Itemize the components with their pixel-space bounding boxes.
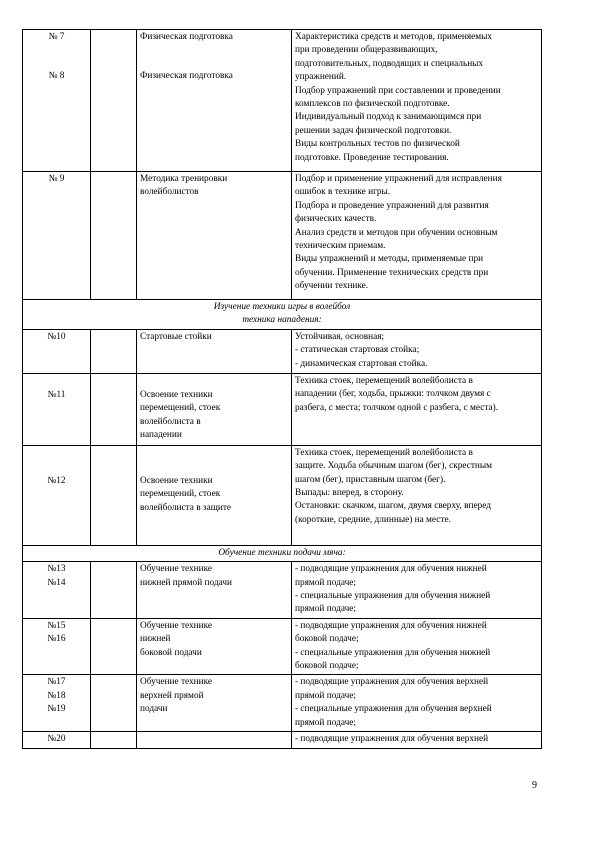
- content-line: прямой подаче;: [295, 604, 356, 615]
- content-line: обучении. Применение технических средств при: [295, 267, 489, 278]
- lesson-number: №20: [47, 734, 66, 745]
- section-heading: [23, 300, 542, 330]
- content-cell: [292, 618, 542, 675]
- content-line: Виды контрольных тестов по физической: [295, 139, 460, 150]
- table-row: [23, 329, 542, 373]
- topic-text: Обучение технике: [140, 677, 213, 688]
- content-line: прямой подаче;: [295, 717, 356, 728]
- content-line: Подбор и применение упражнений для исправления: [295, 174, 502, 184]
- lesson-number-cell: [23, 30, 91, 172]
- table-row: [23, 562, 542, 619]
- content-line: шагом (бег), приставным шагом (бег).: [295, 474, 446, 485]
- lesson-number: №19: [47, 704, 66, 715]
- content-line: - подводящие упражнения для обучения верхней: [295, 734, 489, 745]
- empty-cell: [91, 562, 137, 619]
- empty-cell: [91, 732, 137, 748]
- content-line: при проведении общеразвивающих,: [295, 45, 438, 56]
- empty-cell: [91, 618, 137, 675]
- empty-cell: [91, 329, 137, 373]
- empty-cell: [91, 445, 137, 545]
- topic-text: верхней прямой: [140, 690, 204, 701]
- content-line: прямой подаче;: [295, 577, 356, 588]
- lesson-number: № 7: [48, 32, 65, 42]
- content-cell: [292, 562, 542, 619]
- section-title: Обучение техники подачи мяча:: [218, 547, 346, 558]
- topic-cell: [137, 675, 292, 732]
- table-row: [23, 618, 542, 675]
- content-line: Техника стоек, перемещений волейболиста в: [295, 447, 473, 458]
- topic-cell: [137, 732, 292, 748]
- content-line: - подводящие упражнения для обучения верхней: [295, 677, 489, 688]
- empty-cell: [91, 373, 137, 445]
- lesson-number: № 8: [48, 71, 65, 82]
- content-line: Характеристика средств и методов, применяемых: [295, 32, 493, 42]
- content-line: Выпады: вперед, в сторону.: [295, 488, 404, 499]
- lesson-number: №11: [47, 389, 66, 400]
- topic-cell: [137, 445, 292, 545]
- topic-text: перемещений, стоек: [140, 489, 221, 500]
- content-line: комплексов по физической подготовке.: [295, 99, 450, 110]
- content-line: Анализ средств и методов при обучении основным: [295, 227, 498, 238]
- content-line: физических качеств.: [295, 214, 377, 225]
- content-line: обучении технике.: [295, 281, 369, 292]
- page-number: 9: [532, 780, 537, 791]
- topic-text: боковой подачи: [140, 647, 202, 658]
- topic-text: Стартовые стойки: [140, 331, 212, 342]
- content-line: - подводящие упражнения для обучения нижней: [295, 564, 487, 575]
- topic-text: нижней: [140, 634, 171, 645]
- table-row: [23, 30, 542, 172]
- lesson-number-cell: [23, 618, 91, 675]
- lesson-number: №13: [47, 564, 66, 575]
- section-heading-row: [23, 545, 542, 561]
- topic-text: Методика тренировки волейболистов: [140, 174, 228, 198]
- content-line: - специальные упражнения для обучения нижней: [295, 591, 491, 602]
- lesson-number: № 9: [48, 174, 65, 184]
- content-cell: [292, 30, 542, 172]
- content-line: прямой подаче;: [295, 690, 356, 701]
- lesson-plan-table: [22, 29, 542, 749]
- table-row: [23, 172, 542, 300]
- content-line: подготовительных, подводящих и специальных: [295, 58, 484, 69]
- topic-cell: [137, 30, 292, 172]
- content-line: решении задач физической подготовки.: [295, 125, 452, 136]
- content-line: - подводящие упражнения для обучения нижней: [295, 620, 487, 631]
- section-title: Изучение техники игры в волейбол: [213, 302, 351, 312]
- content-line: - статическая стартовая стойка;: [295, 345, 420, 356]
- lesson-number-cell: [23, 373, 91, 445]
- topic-text: нижней прямой подачи: [140, 577, 232, 588]
- empty-cell: [91, 30, 137, 172]
- topic-text: Физическая подготовка: [140, 71, 233, 82]
- topic-text: нападении: [140, 430, 182, 441]
- section-heading-row: [23, 300, 542, 330]
- lesson-number: №10: [47, 331, 66, 342]
- content-line: Устойчивая, основная;: [295, 331, 385, 342]
- content-line: - специальные упражнения для обучения нижней: [295, 647, 491, 658]
- content-line: (короткие, средние, длинные) на месте.: [295, 514, 451, 525]
- content-line: боковой подаче;: [295, 634, 359, 645]
- content-cell: [292, 329, 542, 373]
- lesson-number: №17: [47, 677, 66, 688]
- empty-cell: [91, 675, 137, 732]
- table-row: [23, 445, 542, 545]
- lesson-number-cell: [23, 172, 91, 300]
- content-cell: [292, 675, 542, 732]
- content-line: Подбора и проведение упражнений для развития: [295, 200, 489, 211]
- content-line: Остановки: скачком, шагом, двумя сверху, вперед: [295, 501, 491, 512]
- topic-cell: [137, 373, 292, 445]
- lesson-number-cell: [23, 329, 91, 373]
- lesson-number: №18: [47, 690, 66, 701]
- topic-cell: [137, 329, 292, 373]
- content-line: подготовке. Проведение тестирования.: [295, 152, 449, 163]
- topic-cell: [137, 562, 292, 619]
- lesson-number-cell: [23, 562, 91, 619]
- topic-text: волейболиста в: [140, 416, 201, 427]
- content-line: ошибок в технике игры.: [295, 187, 391, 198]
- content-line: разбега, с места; толчком одной с разбега, с места).: [295, 402, 499, 413]
- topic-cell: [137, 172, 292, 300]
- topic-text: волейболиста в защите: [140, 502, 232, 513]
- content-cell: [292, 445, 542, 545]
- content-line: - динамическая стартовая стойка.: [295, 358, 428, 369]
- content-line: Индивидуальный подход к занимающимся при: [295, 112, 482, 123]
- topic-text: Физическая подготовка: [140, 32, 233, 42]
- lesson-number-cell: [23, 675, 91, 732]
- topic-text: Обучение технике: [140, 564, 213, 575]
- lesson-number: №15: [47, 620, 66, 631]
- content-cell: [292, 373, 542, 445]
- content-line: техническим приемам.: [295, 241, 386, 252]
- topic-text: подачи: [140, 704, 168, 715]
- topic-cell: [137, 618, 292, 675]
- content-line: упражнений.: [295, 72, 347, 83]
- section-subtitle: техника нападения:: [242, 315, 322, 326]
- empty-cell: [91, 172, 137, 300]
- topic-text: Обучение технике: [140, 620, 213, 631]
- content-line: боковой подаче;: [295, 661, 359, 672]
- section-heading: [23, 545, 542, 561]
- lesson-number: №12: [47, 475, 66, 486]
- content-cell: [292, 732, 542, 748]
- lesson-number: №16: [47, 634, 66, 645]
- lesson-number: №14: [47, 577, 66, 588]
- table-row: [23, 732, 542, 748]
- table-row: [23, 675, 542, 732]
- content-line: - специальные упражнения для обучения верхней: [295, 704, 492, 715]
- content-line: Виды упражнений и методы, применяемые при: [295, 254, 484, 265]
- content-line: Техника стоек, перемещений волейболиста в: [295, 375, 473, 386]
- topic-text: Освоение техники: [140, 475, 213, 486]
- content-line: нападении (бег, ходьба, прыжки: толчком двумя с: [295, 389, 491, 400]
- lesson-number-cell: [23, 445, 91, 545]
- content-line: защите. Ходьба обычным шагом (бег), скрестным: [295, 461, 493, 472]
- content-line: Подбор упражнений при составлении и проведении: [295, 85, 501, 96]
- table-row: [23, 373, 542, 445]
- topic-text: Освоение техники: [140, 389, 213, 400]
- content-cell: [292, 172, 542, 300]
- topic-text: перемещений, стоек: [140, 403, 221, 414]
- lesson-number-cell: [23, 732, 91, 748]
